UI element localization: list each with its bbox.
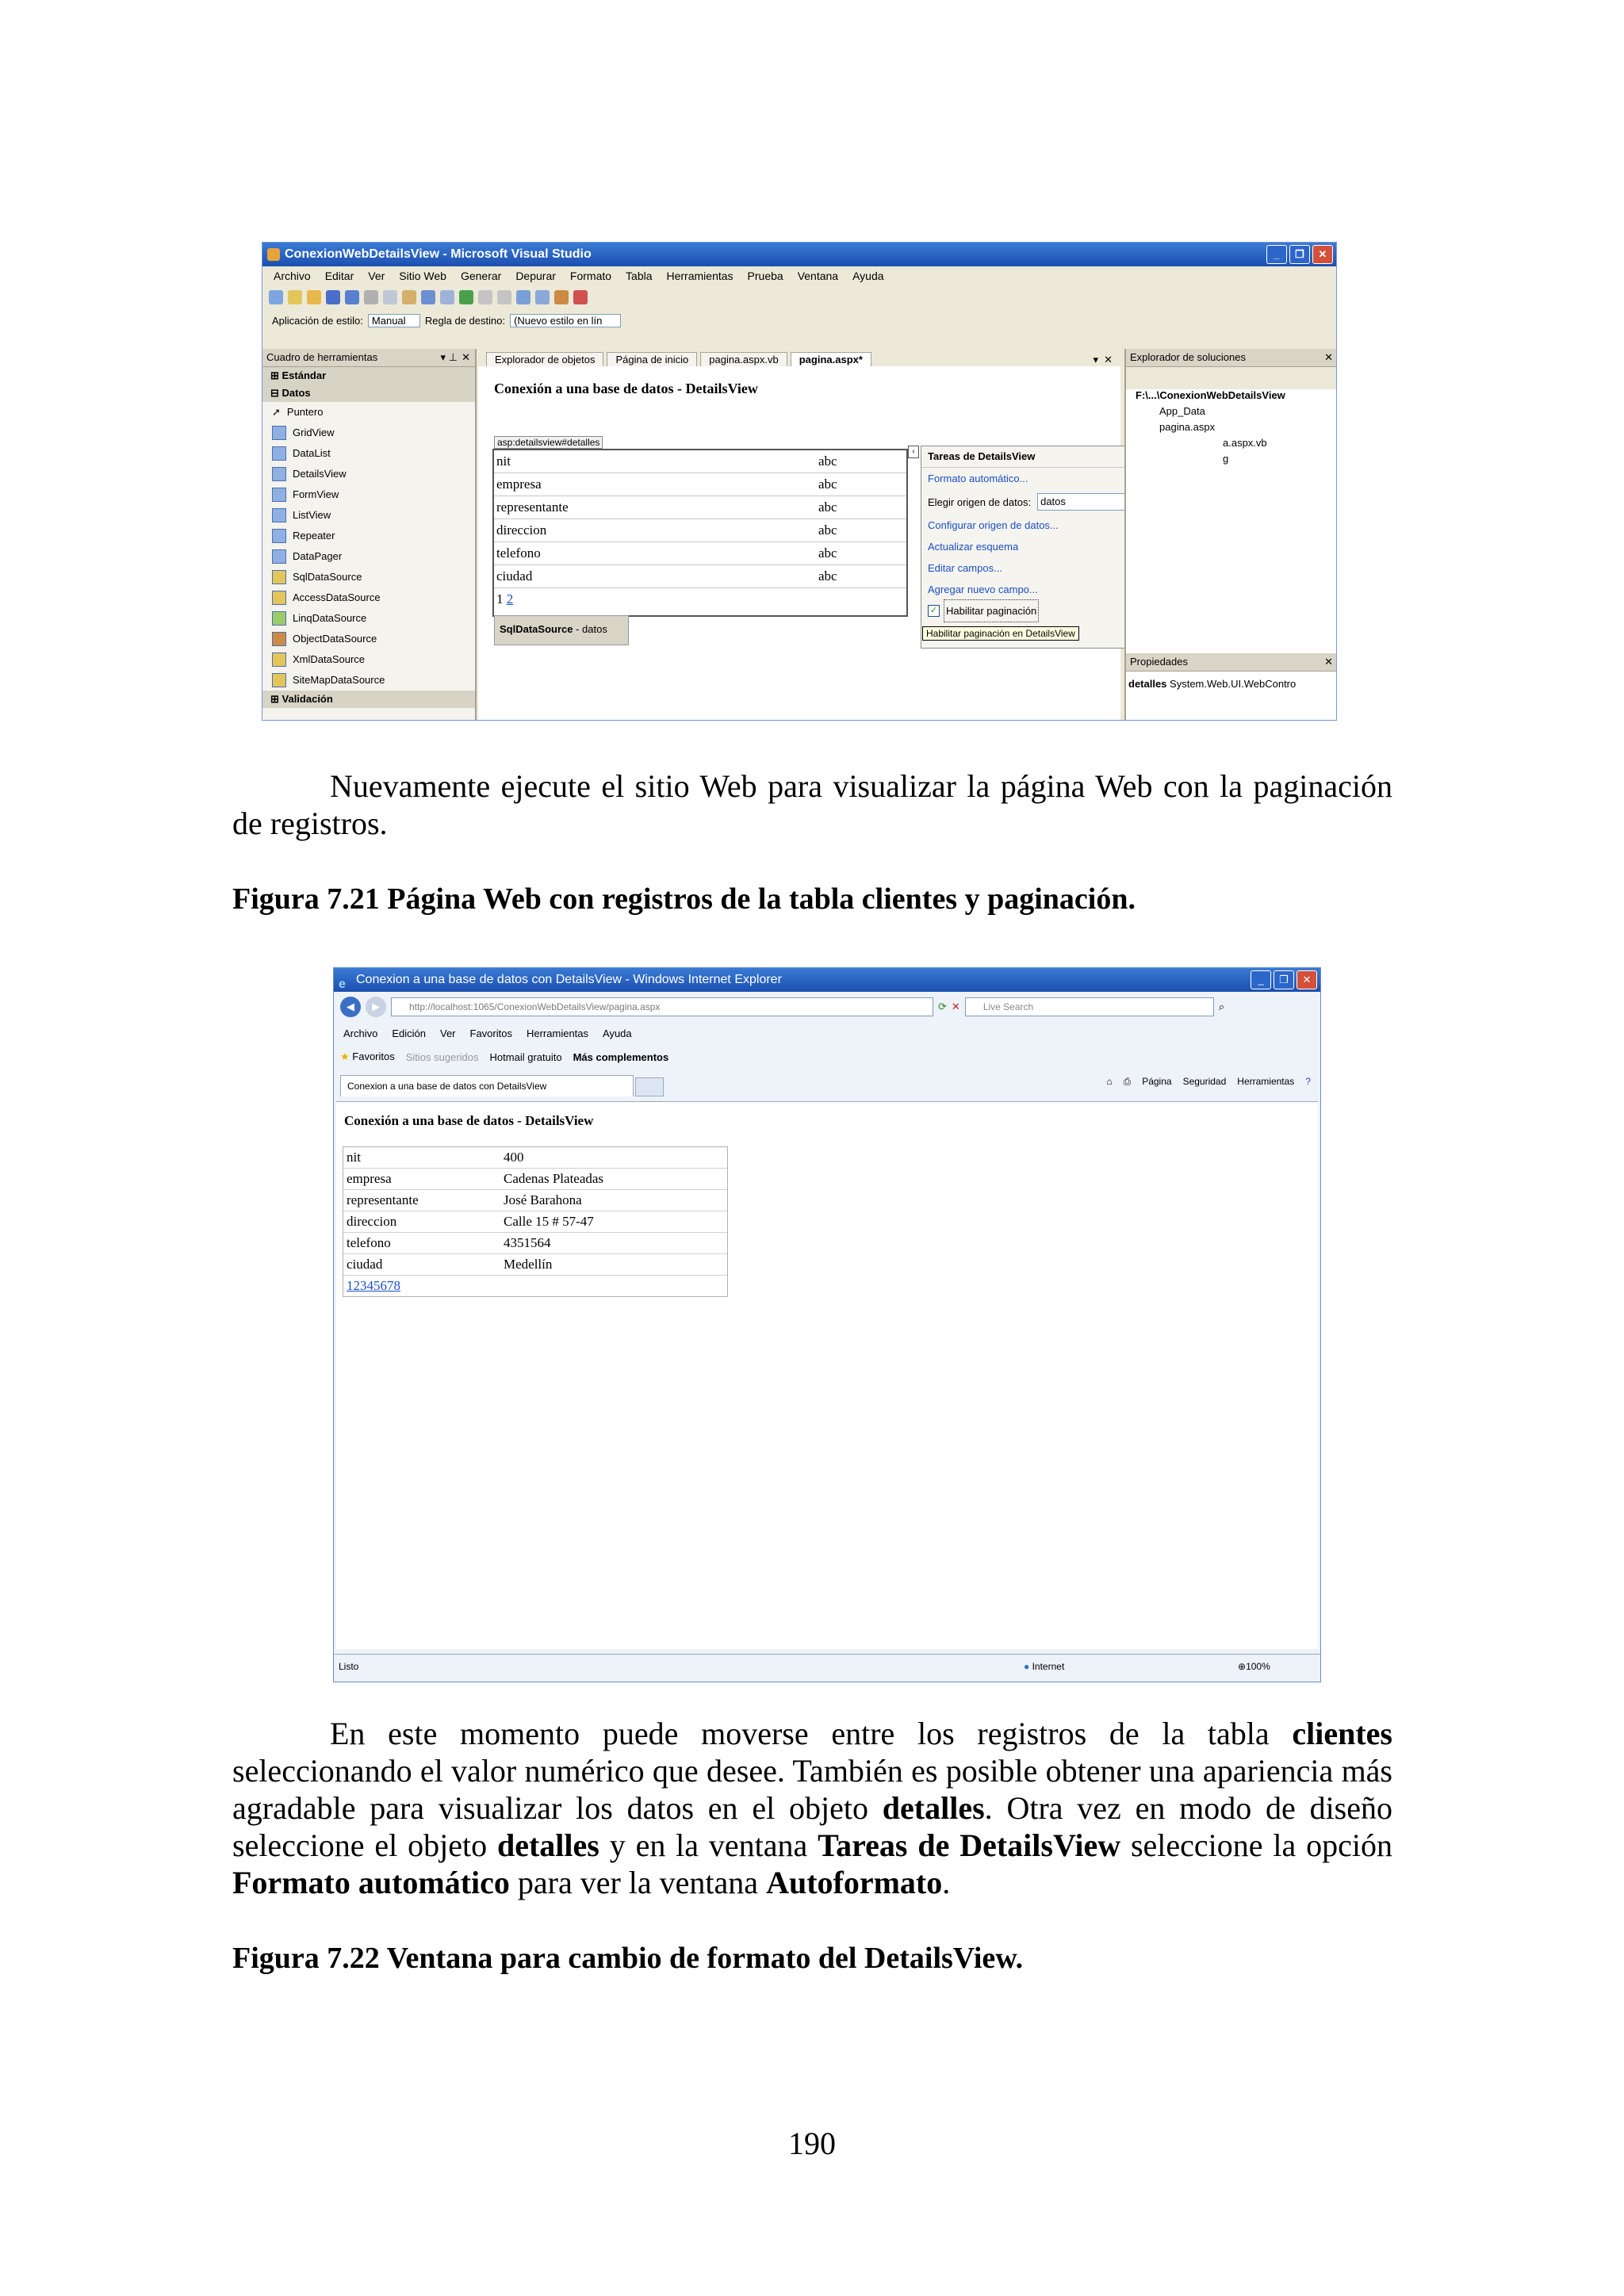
toolbox-group-data[interactable]: ⊟ Datos [262, 385, 475, 402]
internet-explorer-screenshot [333, 967, 1321, 1682]
menu-generar[interactable]: Generar [460, 270, 502, 282]
table-row [343, 1169, 727, 1190]
toolbox-title: Cuadro de herramientas [266, 351, 378, 363]
group-label: Datos [282, 387, 311, 399]
list-icon [272, 508, 286, 522]
properties-object[interactable] [1126, 672, 1337, 690]
pager-row [343, 1276, 727, 1297]
field-name: empresa [494, 473, 816, 496]
menu-archivo[interactable]: Archivo [343, 1027, 378, 1039]
database-icon [272, 632, 286, 646]
start-debug-icon[interactable] [459, 290, 473, 304]
repeater-icon [272, 529, 286, 543]
zoom-label: 100% [1246, 1661, 1270, 1672]
ie-logo-icon: e [339, 978, 346, 991]
tool-label: AccessDataSource [293, 591, 381, 603]
paging-label: Habilitar paginación [944, 599, 1039, 622]
restore-button[interactable]: ❐ [1274, 970, 1294, 989]
field-value: Medellín [500, 1254, 727, 1276]
toolbox-group-standard[interactable]: ⊞ Estándar [262, 367, 475, 385]
solution-item[interactable]: g [1223, 453, 1229, 465]
visual-studio-screenshot [262, 242, 1337, 721]
tool-label: DataPager [293, 550, 343, 562]
solution-item[interactable]: App_Data [1159, 405, 1205, 417]
ie-menubar [334, 1022, 1320, 1044]
page-menu[interactable]: Página [1142, 1076, 1172, 1087]
solution-explorer-icon[interactable] [516, 290, 530, 304]
vs-titlebar [262, 243, 1336, 266]
figure-caption-7-21: Figura 7.21 Página Web con registros de la tabla clientes y paginación. [232, 882, 1136, 916]
field-value: abc [816, 473, 906, 496]
field-name: representante [494, 496, 816, 519]
style-application-label: Aplicación de estilo: [272, 314, 363, 327]
tab-list-icon[interactable]: ▾ [1093, 354, 1098, 365]
field-value: 400 [500, 1147, 727, 1169]
address-input[interactable]: http://localhost:1065/ConexionWebDetailsView/pagina.aspx [391, 997, 933, 1016]
group-label: Validación [282, 693, 333, 705]
ie-status-bar [334, 1654, 1320, 1682]
close-icon[interactable]: ✕ [1324, 656, 1333, 668]
security-zone [1024, 1661, 1064, 1672]
field-name: empresa [343, 1169, 500, 1190]
web-page-content [336, 1101, 1318, 1649]
stop-icon[interactable]: ✕ [951, 1001, 960, 1012]
menu-depurar[interactable]: Depurar [515, 270, 556, 282]
tool-label: XmlDataSource [293, 653, 366, 665]
detailsview-control[interactable] [492, 449, 908, 617]
detailsview-result [343, 1146, 728, 1297]
paging-checkbox[interactable]: ✓ [928, 605, 940, 617]
datasource-name: - datos [573, 623, 607, 635]
database-icon [272, 591, 286, 605]
favorites-bar [334, 1044, 1320, 1070]
tool-label: SqlDataSource [293, 571, 362, 583]
database-icon [272, 652, 286, 667]
para-text: En este momento puede moverse entre los registros de la tabla [330, 1716, 1293, 1751]
home-icon[interactable]: ⌂ [1106, 1076, 1113, 1087]
paragraph-2 [232, 1715, 1392, 1901]
field-value: José Barahona [500, 1190, 727, 1211]
table-row [343, 1211, 727, 1233]
field-name: ciudad [343, 1254, 500, 1276]
figure-caption-7-22: Figura 7.22 Ventana para cambio de formato del DetailsView. [232, 1942, 1024, 1975]
tool-objectdatasource[interactable] [262, 629, 475, 649]
restore-button[interactable]: ❐ [1289, 245, 1310, 264]
form-icon [272, 488, 286, 502]
security-menu[interactable]: Seguridad [1182, 1076, 1227, 1087]
ie-tab-row [334, 1070, 1320, 1096]
tab-current-page[interactable]: Conexion a una base de datos con DetailsView [340, 1075, 634, 1096]
refresh-icon[interactable]: ⟳ [938, 1001, 947, 1012]
autoformat-link[interactable]: Formato automático... [928, 473, 1028, 484]
table-row [494, 450, 906, 473]
records-table [343, 1147, 727, 1296]
new-tab-button[interactable] [635, 1077, 664, 1096]
solution-explorer-title: Explorador de soluciones [1130, 351, 1246, 363]
open-folder-icon[interactable] [307, 290, 321, 304]
zoom-icon: ⊕ [1238, 1661, 1247, 1672]
web-heading: Conexión a una base de datos - DetailsView [344, 1113, 594, 1128]
refresh-schema-link[interactable]: Actualizar esquema [928, 541, 1019, 553]
undo-icon[interactable] [421, 290, 435, 304]
ie-titlebar [334, 968, 1320, 992]
forward-icon[interactable]: ▶ [366, 997, 386, 1017]
pager-links[interactable]: 12345678 [347, 1278, 400, 1293]
toolbox-header [262, 349, 475, 367]
solution-item[interactable]: a.aspx.vb [1223, 437, 1267, 449]
help-icon[interactable]: ? [1305, 1076, 1311, 1087]
menu-edicion[interactable]: Edición [392, 1027, 426, 1039]
table-row [494, 542, 906, 565]
edit-fields-link[interactable]: Editar campos... [928, 562, 1002, 574]
document-tabs [478, 349, 1120, 366]
style-application-select[interactable]: Manual [368, 314, 420, 327]
page-number: 190 [788, 2126, 836, 2161]
print-icon[interactable]: ⎙ [1123, 1076, 1132, 1087]
tool-label: DataList [293, 447, 331, 459]
para-bold: Autoformato [766, 1865, 943, 1900]
target-rule-select[interactable]: (Nuevo estilo en lín [510, 314, 621, 327]
toolbox-icon[interactable] [554, 290, 569, 304]
zoom-control[interactable] [1238, 1661, 1270, 1672]
menu-editar[interactable]: Editar [324, 270, 354, 282]
field-value: Cadenas Plateadas [500, 1169, 727, 1190]
para-bold: detalles [496, 1827, 599, 1863]
menu-tabla[interactable]: Tabla [626, 270, 653, 282]
detailsview-table [494, 450, 906, 610]
tool-label: ListView [293, 509, 331, 521]
minimize-button[interactable]: _ [1266, 245, 1287, 264]
paragraph-1: Nuevamente ejecute el sitio Web para visualizar la página Web con la paginación de registros. [232, 768, 1392, 841]
cut-icon[interactable] [364, 290, 378, 304]
zone-label: Internet [1032, 1661, 1065, 1672]
field-value: abc [816, 565, 906, 588]
table-row [494, 473, 906, 496]
para-bold: Formato automático [232, 1865, 510, 1900]
field-name: nit [494, 450, 816, 473]
tool-repeater[interactable] [262, 526, 475, 546]
close-icon[interactable]: ✕ [1104, 354, 1113, 365]
field-name: direccion [494, 519, 816, 542]
error-list-icon[interactable] [573, 290, 588, 304]
close-icon[interactable]: ✕ [462, 351, 470, 363]
para-text: seleccione la opción [1120, 1827, 1392, 1863]
pager-current: 1 [496, 591, 504, 607]
copy-icon[interactable] [383, 290, 397, 304]
menu-herramientas[interactable]: Herramientas [526, 1027, 589, 1039]
table-row [343, 1233, 727, 1254]
choose-datasource-label: Elegir origen de datos: [928, 496, 1032, 508]
menu-sitio-web[interactable]: Sitio Web [399, 270, 446, 282]
pointer-icon: ➚ [272, 406, 281, 418]
redo-icon[interactable] [440, 290, 454, 304]
menu-archivo[interactable]: Archivo [274, 270, 311, 282]
table-row [494, 519, 906, 542]
minimize-button[interactable]: _ [1251, 970, 1271, 989]
solution-tree [1126, 389, 1337, 469]
menu-herramientas[interactable]: Herramientas [666, 270, 733, 282]
field-name: direccion [343, 1211, 500, 1233]
field-name: telefono [343, 1233, 500, 1254]
tool-sitemapdatasource[interactable] [262, 670, 475, 691]
field-name: telefono [494, 542, 816, 565]
tool-label: DetailsView [293, 468, 347, 480]
tool-datalist[interactable] [262, 443, 475, 464]
para-text: para ver la ventana [509, 1865, 767, 1900]
tool-label: GridView [293, 427, 335, 438]
database-icon [272, 611, 286, 626]
smart-tag-icon[interactable]: ‹ [908, 446, 919, 458]
tool-label: SiteMapDataSource [293, 674, 385, 686]
field-value: abc [816, 496, 906, 519]
close-icon[interactable]: ✕ [1324, 351, 1333, 363]
tool-label: ObjectDataSource [293, 633, 377, 645]
menu-ventana[interactable]: Ventana [797, 270, 839, 282]
tool-gridview[interactable] [262, 423, 475, 443]
table-row [343, 1190, 727, 1211]
field-value: abc [816, 450, 906, 473]
close-button[interactable]: ✕ [1312, 245, 1333, 264]
solution-root[interactable]: F:\...\ConexionWebDetailsView [1136, 389, 1285, 401]
tool-label: LinqDataSource [293, 612, 367, 624]
pin-icon[interactable]: ▾ ⊥ [440, 351, 458, 363]
tool-pointer[interactable] [262, 402, 475, 423]
properties-title: Propiedades [1130, 656, 1188, 668]
table-row [343, 1254, 727, 1276]
tool-label: Repeater [293, 530, 335, 541]
properties-panel [1126, 653, 1337, 690]
tool-datapager[interactable] [262, 546, 475, 567]
favorites-button[interactable] [340, 1050, 395, 1063]
tool-accessdatasource[interactable] [262, 587, 475, 608]
add-item-icon[interactable] [288, 290, 302, 304]
design-heading: Conexión a una base de datos - DetailsView [494, 381, 758, 396]
tab-pagina-vb[interactable]: pagina.aspx.vb [700, 352, 787, 366]
paging-tooltip: Habilitar paginación en DetailsView [922, 626, 1079, 641]
table-row [494, 565, 906, 588]
save-all-icon[interactable] [345, 290, 359, 304]
field-value: abc [816, 542, 906, 565]
table-row [494, 496, 906, 519]
menu-ver[interactable]: Ver [440, 1027, 456, 1039]
tool-xmldatasource[interactable] [262, 649, 475, 670]
list-icon [272, 446, 286, 461]
object-name: detalles [1128, 678, 1167, 690]
globe-icon: ● [1024, 1661, 1030, 1672]
toolbox-group-validation[interactable]: ⊞ Validación [262, 691, 475, 708]
para-bold: detalles [882, 1790, 985, 1826]
style-toolbar [262, 309, 1337, 331]
field-value: abc [816, 519, 906, 542]
search-icon[interactable]: ⌕ [1218, 1001, 1225, 1012]
star-icon: ★ [340, 1050, 350, 1062]
tool-listview[interactable] [262, 505, 475, 526]
tool-linqdatasource[interactable] [262, 608, 475, 629]
tool-formview[interactable] [262, 484, 475, 505]
back-icon[interactable]: ◀ [340, 997, 361, 1017]
para-text: seleccionando el valor numérico que desee. También es posible obtener una apariencia más agradable para visualizar los datos en el objeto [232, 1753, 1392, 1826]
details-icon [272, 467, 286, 481]
pause-icon[interactable] [478, 290, 492, 304]
suggested-sites-button[interactable]: Sitios sugeridos [405, 1050, 479, 1063]
tool-detailsview[interactable] [262, 464, 475, 484]
tasks-title: Tareas de DetailsView [921, 446, 1211, 468]
solution-toolbar [1126, 367, 1337, 389]
vs-menubar [262, 266, 1336, 285]
tools-menu[interactable]: Herramientas [1237, 1076, 1295, 1087]
object-type: System.Web.UI.WebContro [1170, 678, 1297, 690]
database-icon [272, 673, 286, 687]
tool-label: Puntero [286, 406, 324, 418]
vs-toolbar [262, 285, 1336, 309]
paste-icon[interactable] [402, 290, 416, 304]
menu-favoritos[interactable]: Favoritos [469, 1027, 512, 1039]
pager-row [494, 588, 906, 611]
datasource-label: SqlDataSource [500, 623, 573, 635]
pager-icon [272, 549, 286, 564]
control-tag: asp:detailsview#detalles [494, 436, 603, 449]
pager-link[interactable]: 2 [506, 591, 514, 607]
database-icon [272, 570, 286, 584]
address-bar-row [334, 992, 1320, 1022]
para-bold: clientes [1292, 1716, 1392, 1751]
hotmail-link[interactable]: Hotmail gratuito [489, 1050, 562, 1063]
field-name: nit [343, 1147, 500, 1169]
configure-datasource-link[interactable]: Configurar origen de datos... [928, 519, 1059, 531]
tool-label: FormView [293, 488, 339, 500]
ie-title: Conexion a una base de datos con DetailsView - Windows Internet Explorer [356, 973, 782, 986]
designer-area [478, 349, 1120, 720]
para-text: . Otra vez en modo de diseño seleccione el objeto [232, 1790, 1393, 1863]
toolbox-panel [262, 349, 477, 720]
table-row [343, 1147, 727, 1169]
menu-prueba[interactable]: Prueba [747, 270, 783, 282]
solution-explorer-header [1126, 349, 1337, 367]
field-value: 4351564 [500, 1233, 727, 1254]
field-value: Calle 15 # 57-47 [500, 1211, 727, 1233]
vs-title: ConexionWebDetailsView - Microsoft Visual Studio [285, 247, 592, 261]
new-project-icon[interactable] [269, 290, 283, 304]
tab-start-page[interactable]: Página de inicio [607, 352, 697, 366]
menu-formato[interactable]: Formato [569, 270, 612, 282]
field-name: representante [343, 1190, 500, 1211]
properties-icon[interactable] [535, 290, 550, 304]
tool-sqldatasource[interactable] [262, 567, 475, 587]
tab-pagina-aspx[interactable]: pagina.aspx* [791, 352, 871, 366]
para-bold: Tareas de DetailsView [818, 1827, 1121, 1863]
vs-app-icon [267, 248, 280, 261]
status-text: Listo [339, 1661, 359, 1672]
menu-ayuda[interactable]: Ayuda [603, 1027, 632, 1039]
save-icon[interactable] [326, 290, 340, 304]
search-input[interactable]: Live Search [965, 997, 1214, 1016]
field-name: ciudad [494, 565, 816, 588]
add-field-link[interactable]: Agregar nuevo campo... [928, 584, 1038, 595]
menu-ayuda[interactable]: Ayuda [852, 270, 884, 282]
solution-item[interactable]: pagina.aspx [1159, 421, 1216, 433]
stop-icon[interactable] [497, 290, 511, 304]
menu-ver[interactable]: Ver [368, 270, 385, 282]
tab-object-browser[interactable]: Explorador de objetos [486, 352, 603, 366]
para-text: . [942, 1865, 951, 1900]
grid-icon [272, 426, 286, 440]
sqldatasource-control[interactable] [494, 615, 629, 645]
properties-header [1126, 653, 1337, 672]
command-bar [1106, 1076, 1311, 1088]
target-rule-label: Regla de destino: [424, 314, 506, 327]
para-text: y en la ventana [599, 1827, 818, 1863]
solution-explorer-panel [1124, 349, 1337, 720]
choose-datasource-value: datos [1040, 496, 1066, 507]
favorites-label: Favoritos [352, 1050, 395, 1062]
close-button[interactable]: ✕ [1297, 970, 1317, 989]
group-label: Estándar [282, 369, 327, 381]
more-addons-link[interactable]: Más complementos [573, 1050, 669, 1063]
